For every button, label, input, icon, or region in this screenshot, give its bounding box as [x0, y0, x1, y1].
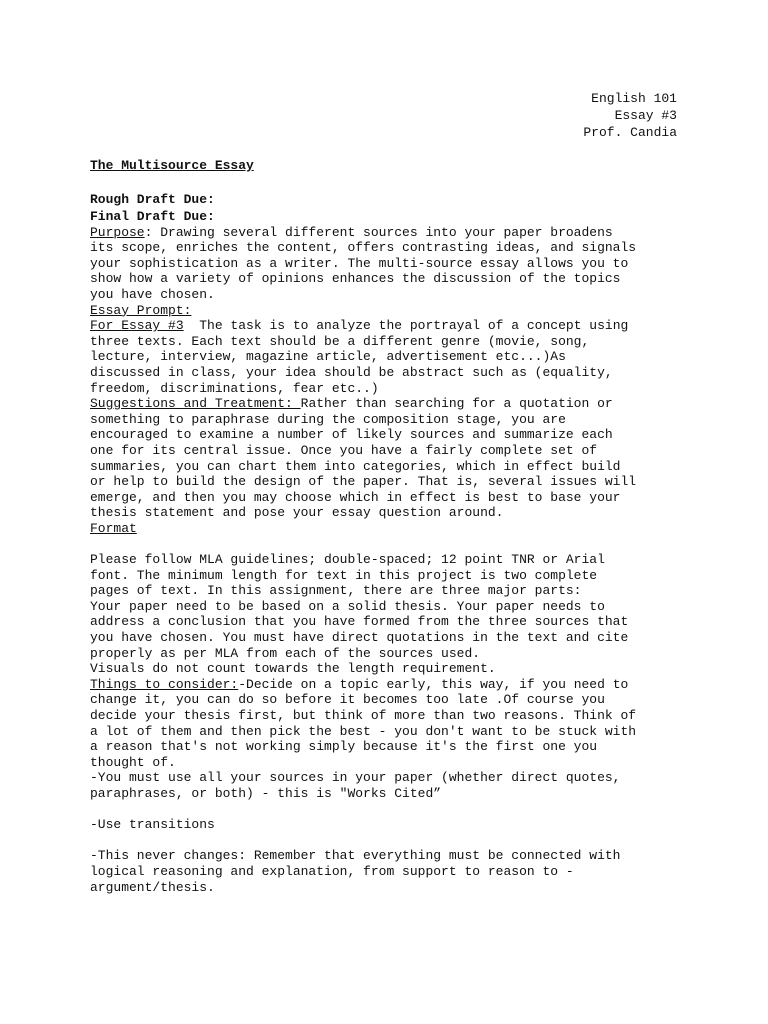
spacer [90, 833, 690, 849]
essay-prompt-section [90, 318, 690, 396]
format-line: font. The minimum length for text in this project is two complete [90, 567, 598, 583]
format-line: Please follow MLA guidelines; double-spaced; 12 point TNR or Arial [90, 552, 605, 568]
things-line: -You must use all your sources in your paper (whether direct quotes, [90, 770, 621, 786]
document-title: The Multisource Essay [90, 158, 254, 173]
things-line: paraphrases, or both) - this is "Works Cited” [90, 785, 442, 801]
things-line: thought of. [90, 754, 176, 770]
essay-number: Essay #3 [614, 108, 677, 123]
for-essay-line: lecture, interview, magazine article, advertisement etc...)As [90, 349, 566, 365]
course-name: English 101 [591, 91, 677, 106]
never-changes-section [90, 848, 690, 895]
never-changes-line: argument/thesis. [90, 879, 215, 895]
things-line: decide your thesis first, but think of more than two reasons. Think of [90, 708, 637, 723]
purpose-line: its scope, enriches the content, offers contrasting ideas, and signals [90, 240, 637, 256]
things-section [90, 677, 690, 802]
things-label: Things to consider: [90, 676, 239, 692]
suggestions-line: one for its central issue. Once you have a fairly complete set of [90, 442, 598, 458]
suggestions-line: or help to build the design of the paper. That is, several issues will [90, 474, 637, 490]
things-line: a lot of them and then pick the best - you don't want to be stuck with [90, 723, 637, 739]
purpose-line: your sophistication as a writer. The multi-source essay allows you to [90, 255, 629, 271]
purpose-text: : Drawing several different sources into your paper broadens [144, 224, 613, 240]
for-essay-line: discussed in class, your idea should be abstract such as (equality, [90, 364, 613, 380]
final-draft-due: Final Draft Due: [90, 208, 215, 224]
format-label: Format [90, 520, 137, 536]
suggestions-line: emerge, and then you may choose which in effect is best to base your [90, 489, 621, 505]
suggestions-section [90, 396, 690, 521]
suggestions-line: thesis statement and pose your essay question around. [90, 505, 504, 521]
format-line: pages of text. In this assignment, there are three major parts: [90, 583, 582, 599]
purpose-label: Purpose [90, 224, 145, 240]
for-essay-line: freedom, discriminations, fear etc..) [90, 380, 379, 396]
suggestions-line: something to paraphrase during the composition stage, you are [90, 411, 566, 427]
for-essay-first-line [90, 318, 690, 334]
document-header [583, 90, 677, 141]
purpose-section [90, 225, 690, 303]
purpose-first-line [90, 225, 690, 241]
essay-prompt-label: Essay Prompt: [90, 302, 192, 318]
things-line: change it, you can do so before it becomes too late .Of course you [90, 692, 605, 708]
for-essay-line: three texts. Each text should be a different genre (movie, song, [90, 333, 590, 349]
things-line: a reason that's not working simply because it's the first one you [90, 739, 598, 755]
format-section [90, 552, 690, 677]
never-changes-line: -This never changes: Remember that everything must be connected with [90, 848, 621, 864]
spacer [90, 536, 690, 552]
format-line: Visuals do not count towards the length requirement. [90, 661, 496, 677]
never-changes-line: logical reasoning and explanation, from support to reason to - [90, 863, 574, 879]
for-essay-text: The task is to analyze the portrayal of a concept using [183, 318, 629, 334]
professor-name: Prof. Candia [583, 125, 677, 140]
document-body [90, 158, 690, 895]
transitions-note: -Use transitions [90, 817, 215, 833]
purpose-line: show how a variety of opinions enhances the discussion of the topics [90, 271, 621, 287]
things-first-line [90, 677, 690, 693]
purpose-line: you have chosen. [90, 286, 215, 302]
things-text: -Decide on a topic early, this way, if you need to [238, 676, 629, 692]
suggestions-line: summaries, you can chart them into categories, which in effect build [90, 458, 621, 474]
format-line: Your paper need to be based on a solid thesis. Your paper needs to [90, 598, 605, 614]
suggestions-label: Suggestions and Treatment: [90, 396, 301, 412]
format-line: address a conclusion that you have formed from the three sources that [90, 614, 629, 630]
format-line: you have chosen. You must have direct quotations in the text and cite [90, 630, 629, 646]
rough-draft-due: Rough Draft Due: [90, 191, 215, 207]
for-essay-label: For Essay #3 [90, 318, 184, 334]
suggestions-first-line [90, 396, 690, 412]
suggestions-text: Rather than searching for a quotation or [300, 396, 613, 412]
format-line: properly as per MLA from each of the sources used. [90, 645, 481, 661]
suggestions-line: encouraged to examine a number of likely sources and summarize each [90, 427, 613, 443]
spacer [90, 802, 690, 818]
